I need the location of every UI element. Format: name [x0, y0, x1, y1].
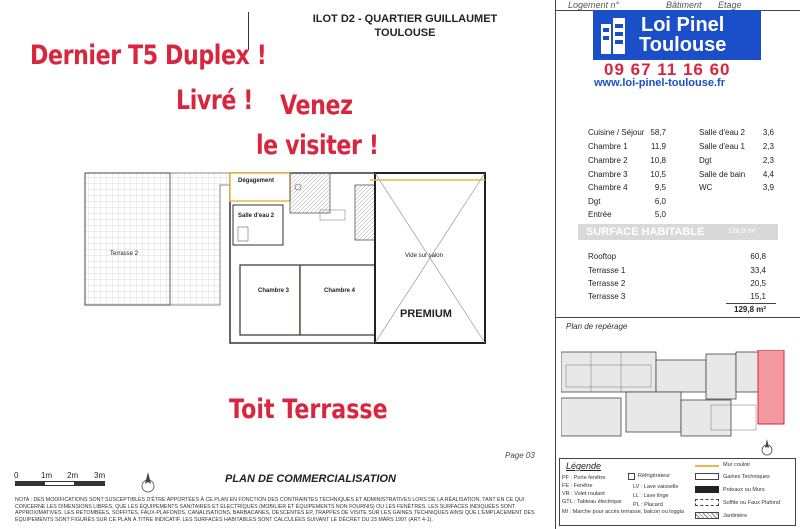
promo-line-3: Venez — [280, 90, 353, 121]
room-right-0-name: Salle d'eau 2 — [699, 128, 746, 137]
exterior-total-line — [726, 303, 776, 304]
room-left-6-value: 5,0 — [654, 210, 666, 219]
label-premium: PREMIUM — [400, 308, 452, 320]
terrasse-2-area — [85, 173, 170, 305]
exterior-3-name: Terrasse 3 — [588, 292, 626, 301]
soffite-icon — [695, 499, 719, 506]
legend-box — [559, 458, 796, 526]
scale-bar — [15, 481, 105, 486]
section-divider — [556, 317, 800, 318]
room-right-3-name: Salle de bain — [699, 170, 746, 179]
label-chambre-3: Chambre 3 — [258, 288, 290, 294]
surface-value: 128,9 m² — [728, 228, 756, 235]
logo — [593, 10, 761, 60]
batiment-label: Bâtiment — [666, 0, 702, 10]
legend-left-4: MI : Marche pour accès terrasse, balcon ou loggia — [562, 509, 684, 515]
scale-3m: 3m — [94, 471, 106, 480]
scale-0: 0 — [14, 471, 19, 480]
promo-line-2: Livré ! — [176, 85, 254, 116]
project-title: ILOT D2 - QUARTIER GUILLAUMET — [312, 13, 498, 25]
room-left-1-name: Chambre 1 — [588, 142, 628, 151]
room-right-1-value: 2,3 — [762, 142, 774, 151]
room-right-2-name: Dgt — [699, 156, 712, 165]
surface-habitable-bar — [578, 224, 778, 240]
label-chambre-4: Chambre 4 — [324, 288, 356, 294]
legend-right-1: Gaines Techniques — [723, 474, 770, 480]
room-left-1-value: 11,9 — [651, 142, 666, 151]
exterior-0-value: 60,8 — [750, 252, 766, 261]
room-left-2-name: Chambre 2 — [588, 156, 628, 165]
plan-reperage-label: Plan de repérage — [566, 322, 628, 331]
etage-label: Etage — [718, 0, 742, 10]
gaine-icon — [695, 473, 719, 480]
exterior-0-name: Rooftop — [588, 252, 617, 261]
scale-1m: 1m — [41, 471, 53, 480]
exterior-2-name: Terrasse 2 — [588, 279, 626, 288]
label-degagement: Dégagement — [238, 178, 275, 184]
room-right-0-value: 3,6 — [762, 128, 774, 137]
wall-couloir-icon — [695, 465, 719, 467]
promo-toit-terrasse: Toit Terrasse — [229, 394, 388, 425]
project-city: TOULOUSE — [374, 27, 436, 39]
exterior-1-name: Terrasse 1 — [588, 266, 626, 275]
promo-line-4: le visiter ! — [256, 130, 379, 161]
room-left-0-value: 58,7 — [650, 128, 666, 137]
legend-mid-0: Réfrigérateur — [638, 473, 671, 479]
logement-label: Logement n° — [568, 0, 620, 10]
info-panel — [555, 0, 800, 529]
room-left-0-name: Cuisine / Séjour — [588, 128, 645, 137]
fridge-icon — [628, 473, 635, 480]
compass-icon — [759, 438, 775, 458]
exterior-1-value: 33,4 — [750, 266, 766, 275]
room-right-3-value: 4,4 — [762, 170, 774, 179]
jardiniere-icon — [695, 512, 719, 519]
legend-title: Légende — [566, 461, 602, 471]
room-right-1-name: Salle d'eau 1 — [699, 142, 746, 151]
north-arrow-icon — [140, 470, 156, 496]
room-right-2-value: 2,3 — [762, 156, 774, 165]
logo-line-1: Loi Pinel — [641, 14, 725, 36]
logo-phone[interactable]: 09 67 11 16 60 — [604, 60, 731, 79]
logo-website[interactable]: www.loi-pinel-toulouse.fr — [594, 77, 725, 89]
surface-label: SURFACE HABITABLE — [586, 226, 705, 238]
scale-2m: 2m — [67, 471, 79, 480]
room-left-6-name: Entrée — [588, 210, 612, 219]
poteau-icon — [695, 486, 719, 493]
building-icon — [599, 16, 629, 54]
legend-right-4: Jardinière — [723, 513, 748, 519]
legend-right-0: Mur couloir — [723, 462, 751, 468]
plan-title: PLAN DE COMMERCIALISATION — [225, 473, 396, 485]
exterior-3-value: 15,1 — [750, 292, 766, 301]
room-left-4-name: Chambre 4 — [588, 183, 628, 192]
legend-mid-3: PL : Placard — [633, 502, 663, 508]
exterior-2-value: 20,5 — [750, 279, 766, 288]
room-left-5-name: Dgt — [588, 197, 601, 206]
legend-right-2: Poteaux ou Murs — [723, 487, 765, 493]
legend-left-1: FE : Fenêtre — [562, 483, 593, 489]
location-map — [561, 350, 793, 440]
room-left-2-value: 10,8 — [650, 156, 666, 165]
legend-left-0: PF : Porte fenêtre — [562, 475, 606, 481]
page-label: Page 03 — [505, 451, 535, 460]
exterior-total: 129,8 m² — [734, 305, 767, 314]
room-left-5-value: 6,0 — [654, 197, 666, 206]
legend-left-3: GTL : Tableau électrique — [562, 499, 622, 505]
room-left-3-value: 10,5 — [650, 170, 666, 179]
logo-line-2: Toulouse — [639, 34, 727, 56]
legal-notice: NOTA : DES MODIFICATIONS SONT SUSCEPTIBLES D'ÊTRE APPORTÉES À CE PLAN EN FONCTION DES CONTRAINTES TECHNIQUES ET ADMINISTRATIVES LORS DE LA RÉALISATION, TANT EN CE QUI CONCERNE LES DIMENSIONS LIBRES, QUE LES ÉQUIPEMENTS SANITAIRES ET ÉLECTRIQUES (MOBILIER ET ÉQUIPEMENTS NON FOURNIS) OU LES FENÊTRES. LES SURFACES INDIQUÉES SONT APPROXIMATIVES. LES RETOMBÉES, SOFFITES, FAUX-PLAFONDS, CANALISATIONS, BARBACANES, DESCENTES EP, TRAPPES DE VISITE SUR LES GAINES TECHNIQUES AINSI QUE L'EMPLACEMENT DES ÉQUIPEMENTS SONT FIGURÉS SUR CE PLAN À TITRE INDICATIF. LES SURFACES HABITABLES SONT CALCULÉES SUIVANT LE DÉCRET DU 23 MARS 1997 (ART 4-1). — [15, 497, 535, 523]
room-right-4-name: WC — [699, 183, 713, 192]
room-left-3-name: Chambre 3 — [588, 170, 628, 179]
room-right-4-value: 3,9 — [762, 183, 774, 192]
room-left-4-value: 9,5 — [654, 183, 666, 192]
legend-right-3: Soffite ou Faux Plafond — [723, 500, 781, 506]
legend-left-2: VR : Volet roulant — [562, 491, 605, 497]
terrasse-2-outline — [170, 173, 230, 305]
legend-mid-2: LL : Lave linge — [633, 493, 669, 499]
legend-mid-1: LV : Lave vaisselle — [633, 484, 679, 490]
label-salle-eau-2: Salle d'eau 2 — [238, 213, 275, 219]
label-terrasse-2: Terrasse 2 — [110, 251, 139, 257]
promo-line-1: Dernier T5 Duplex ! — [30, 40, 267, 71]
label-vide-salon: Vide sur salon — [405, 253, 443, 259]
